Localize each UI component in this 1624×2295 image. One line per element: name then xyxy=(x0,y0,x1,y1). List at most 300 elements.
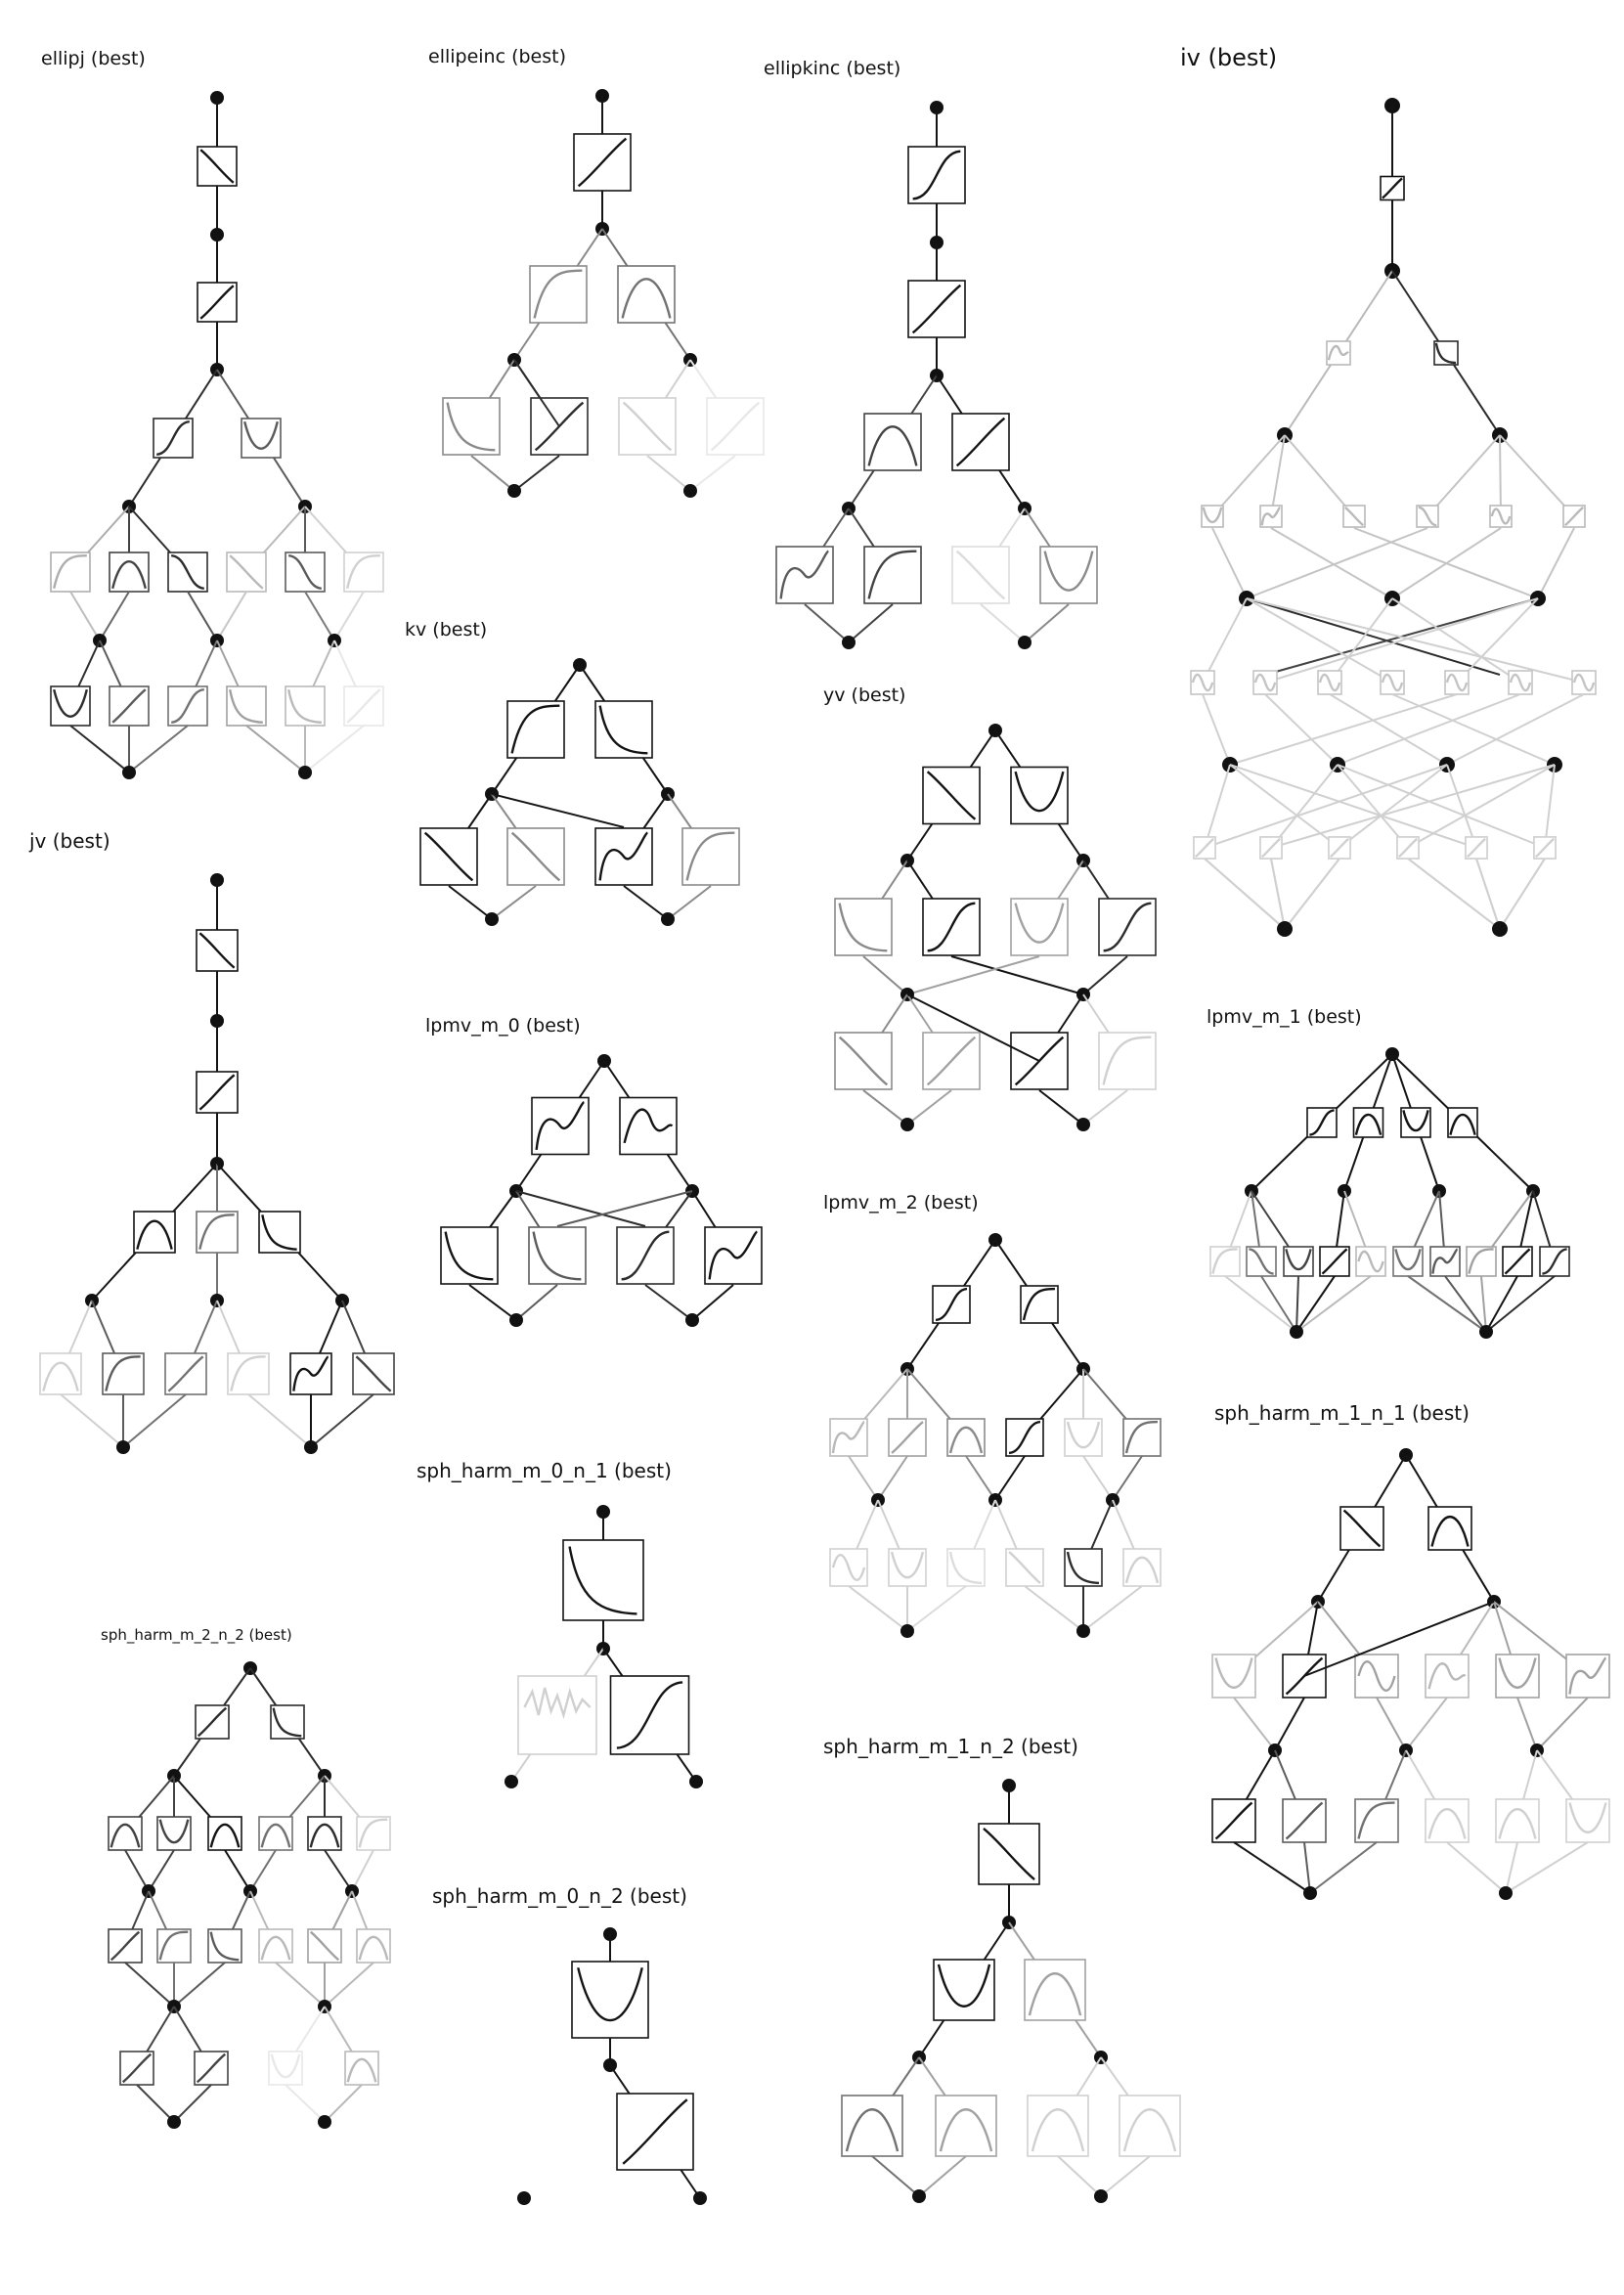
activation-box xyxy=(1434,341,1458,365)
activation-box xyxy=(923,899,980,955)
activation-box xyxy=(947,1549,985,1586)
graph-edge xyxy=(1083,1090,1127,1125)
graph-edge xyxy=(149,1850,174,1891)
panel-title-jv: jv (best) xyxy=(29,829,110,853)
graph-node xyxy=(1018,636,1031,649)
activation-box xyxy=(1354,1108,1383,1137)
activation-box xyxy=(290,1353,331,1394)
graph-edge xyxy=(1101,2156,1150,2196)
graph-edge xyxy=(352,1850,373,1891)
activation-box xyxy=(353,1353,394,1394)
activation-box xyxy=(864,547,921,603)
activation-box xyxy=(1563,506,1585,527)
activation-box xyxy=(1247,1247,1276,1276)
activation-box xyxy=(1417,506,1438,527)
activation-box xyxy=(835,1033,892,1089)
activation-box xyxy=(776,547,833,603)
graph-edge xyxy=(137,2085,174,2122)
graph-edge xyxy=(1083,956,1127,994)
graph-edge xyxy=(1500,435,1501,516)
activation-box xyxy=(923,1033,980,1089)
activation-box xyxy=(617,1227,674,1284)
graph-node xyxy=(167,2115,181,2129)
activation-box xyxy=(595,701,652,758)
graph-edge xyxy=(1447,1842,1506,1893)
activation-box xyxy=(443,398,500,455)
activation-box xyxy=(936,2096,996,2156)
graph-edge xyxy=(1406,1698,1447,1750)
graph-node xyxy=(912,2189,926,2203)
activation-box xyxy=(1025,1960,1085,2020)
activation-box xyxy=(1496,1655,1539,1698)
activation-box xyxy=(1065,1419,1102,1456)
graph-edge xyxy=(1247,598,1584,683)
activation-box xyxy=(1099,1033,1156,1089)
activation-box xyxy=(1021,1286,1058,1323)
panel-title-sph-harm-m-1-n-1: sph_harm_m_1_n_1 (best) xyxy=(1214,1401,1470,1425)
activation-box xyxy=(518,1676,596,1754)
activation-box xyxy=(285,686,325,726)
activation-box xyxy=(830,1419,867,1456)
activation-box xyxy=(441,1227,498,1284)
graph-edge xyxy=(849,604,893,642)
graph-node xyxy=(1094,2189,1108,2203)
activation-box xyxy=(110,552,149,592)
activation-box xyxy=(611,1676,689,1754)
activation-box xyxy=(1194,837,1215,859)
graph-edge xyxy=(1296,1276,1371,1332)
activation-box xyxy=(1355,1799,1398,1842)
graph-edge xyxy=(217,592,246,640)
activation-box xyxy=(1123,1549,1161,1586)
graph-edge xyxy=(100,592,129,640)
activation-box xyxy=(1123,1419,1161,1456)
graph-edge xyxy=(1304,1842,1310,1893)
graph-edge xyxy=(692,1285,733,1320)
graph-edge xyxy=(981,604,1025,642)
graph-edge xyxy=(469,1285,516,1320)
activation-box xyxy=(933,1286,970,1323)
activation-box xyxy=(908,281,965,337)
activation-box xyxy=(530,266,587,323)
graph-edge xyxy=(1408,859,1500,929)
graph-node xyxy=(661,912,675,926)
activation-box xyxy=(241,419,281,458)
panel-title-yv: yv (best) xyxy=(823,684,906,706)
graph-edge xyxy=(872,2156,919,2196)
activation-box xyxy=(1343,506,1365,527)
graph-edge xyxy=(1408,1276,1486,1332)
activation-box xyxy=(1540,1247,1569,1276)
graph-node xyxy=(900,1624,914,1638)
activation-box xyxy=(1509,671,1532,694)
panel-title-lpmv-m-0: lpmv_m_0 (best) xyxy=(425,1015,581,1037)
graph-node xyxy=(116,1440,130,1454)
activation-box xyxy=(357,1929,390,1963)
activation-box xyxy=(228,1353,269,1394)
graph-node xyxy=(1076,1118,1090,1131)
activation-box xyxy=(196,1705,229,1739)
graph-edge xyxy=(1205,765,1230,848)
activation-box xyxy=(1260,506,1282,527)
activation-box xyxy=(617,2094,693,2170)
activation-box xyxy=(110,686,149,726)
graph-edge xyxy=(1261,1276,1296,1332)
activation-box xyxy=(1320,1247,1349,1276)
graph-edge xyxy=(1203,694,1230,765)
graph-edge xyxy=(325,1850,352,1891)
graph-node xyxy=(122,766,136,779)
graph-edge xyxy=(174,1963,225,2007)
graph-edge xyxy=(1271,528,1392,598)
activation-box xyxy=(1467,1247,1496,1276)
activation-box xyxy=(1011,899,1068,955)
graph-edge xyxy=(1486,1276,1555,1332)
graph-node xyxy=(685,1313,699,1327)
activation-box xyxy=(618,266,675,323)
activation-box xyxy=(1210,1247,1240,1276)
activation-box xyxy=(1212,1655,1255,1698)
activation-box xyxy=(168,552,207,592)
activation-box xyxy=(620,1098,677,1155)
activation-box xyxy=(1566,1655,1609,1698)
graph-edge xyxy=(1296,1276,1298,1332)
activation-box xyxy=(168,686,207,726)
graph-edge xyxy=(805,604,849,642)
graph-edge xyxy=(878,1456,907,1500)
graph-edge xyxy=(174,2085,211,2122)
activation-box xyxy=(285,552,325,592)
activation-box xyxy=(198,147,237,186)
graph-edge xyxy=(305,726,364,772)
activation-box xyxy=(532,1098,589,1155)
activation-box xyxy=(835,899,892,955)
activation-box xyxy=(1065,1549,1102,1586)
activation-box xyxy=(357,1817,390,1850)
panel-title-sph-harm-m-2-n-2: sph_harm_m_2_n_2 (best) xyxy=(101,1626,292,1644)
graph-layer xyxy=(40,89,1609,2205)
graph-node xyxy=(689,1775,703,1788)
activation-box xyxy=(619,398,676,455)
panel-title-lpmv-m-1: lpmv_m_1 (best) xyxy=(1207,1006,1362,1028)
graph-edge xyxy=(61,1394,123,1447)
activation-box xyxy=(1496,1799,1539,1842)
activation-box xyxy=(1119,2096,1180,2156)
graph-edge xyxy=(311,1394,373,1447)
activation-box xyxy=(1426,1655,1469,1698)
activation-box xyxy=(707,398,764,455)
activation-box xyxy=(1534,837,1556,859)
graph-node xyxy=(505,1775,518,1788)
graph-edge xyxy=(225,1850,250,1891)
activation-box xyxy=(344,686,383,726)
graph-edge xyxy=(125,1963,174,2007)
activation-box xyxy=(1381,177,1404,200)
activation-box xyxy=(1426,1799,1469,1842)
graph-node xyxy=(1277,921,1293,937)
graph-edge xyxy=(246,726,305,772)
graph-node xyxy=(683,484,697,498)
activation-box xyxy=(574,134,631,191)
activation-box xyxy=(908,147,965,203)
activation-box xyxy=(195,2052,228,2085)
graph-edge xyxy=(276,1963,325,2007)
activation-box xyxy=(40,1353,81,1394)
graph-edge xyxy=(849,1456,878,1500)
panel-title-lpmv-m-2: lpmv_m_2 (best) xyxy=(823,1192,979,1214)
activation-box xyxy=(1284,1247,1313,1276)
activation-box xyxy=(507,828,564,885)
graph-edge xyxy=(1083,1456,1113,1500)
graph-edge xyxy=(305,592,334,640)
graph-edge xyxy=(129,726,188,772)
graph-edge xyxy=(1234,1698,1275,1750)
graph-edge xyxy=(471,456,514,491)
graph-node xyxy=(900,1118,914,1131)
activation-box xyxy=(947,1419,985,1456)
activation-box xyxy=(308,1929,341,1963)
graph-edge xyxy=(1447,765,1476,848)
graph-edge xyxy=(1225,1276,1296,1332)
graph-edge xyxy=(248,1394,311,1447)
graph-edge xyxy=(1234,1842,1310,1893)
graph-edge xyxy=(1039,1090,1083,1125)
graph-edge xyxy=(1500,435,1574,516)
graph-node xyxy=(485,912,499,926)
graph-node xyxy=(507,484,521,498)
graph-edge xyxy=(1517,1698,1537,1750)
activation-box xyxy=(1397,837,1419,859)
graph-edge xyxy=(1538,528,1574,598)
activation-box xyxy=(345,2052,378,2085)
activation-box xyxy=(1503,1247,1532,1276)
activation-box xyxy=(109,1929,142,1963)
activation-box xyxy=(682,828,739,885)
activation-box xyxy=(1490,506,1512,527)
activation-box xyxy=(864,414,921,470)
activation-box xyxy=(134,1212,175,1253)
activation-box xyxy=(1307,1108,1337,1137)
panel-title-sph-harm-m-0-n-2: sph_harm_m_0_n_2 (best) xyxy=(432,1884,687,1908)
graph-edge xyxy=(1265,694,1338,765)
graph-edge xyxy=(1247,598,1500,675)
panel-title-ellipeinc: ellipeinc (best) xyxy=(428,46,567,67)
graph-edge xyxy=(1212,528,1247,598)
graph-edge xyxy=(645,1285,692,1320)
graph-edge xyxy=(1296,1276,1335,1332)
graph-edge xyxy=(70,726,129,772)
activation-box xyxy=(889,1549,926,1586)
graph-edge xyxy=(250,1850,276,1891)
activation-box xyxy=(271,1705,304,1739)
activation-box xyxy=(1466,837,1487,859)
graph-edge xyxy=(449,886,492,919)
graph-edge xyxy=(1537,1698,1588,1750)
graph-edge xyxy=(1203,598,1247,683)
panel-title-ellipkinc: ellipkinc (best) xyxy=(764,58,901,79)
activation-box xyxy=(952,414,1009,470)
graph-edge xyxy=(863,956,907,994)
graph-node xyxy=(842,636,856,649)
graph-edge xyxy=(1392,694,1555,765)
activation-box xyxy=(563,1540,643,1620)
activation-box xyxy=(103,1353,144,1394)
graph-edge xyxy=(849,1586,907,1631)
graph-edge xyxy=(514,456,559,491)
activation-box xyxy=(109,1817,142,1850)
activation-box xyxy=(197,1072,238,1113)
graph-edge xyxy=(70,592,100,640)
activation-box xyxy=(1428,1507,1471,1550)
activation-box xyxy=(51,686,90,726)
panel-title-sph-harm-m-0-n-1: sph_harm_m_0_n_1 (best) xyxy=(417,1459,672,1482)
activation-box xyxy=(1006,1549,1043,1586)
activation-box xyxy=(259,1929,292,1963)
activation-box xyxy=(1202,506,1223,527)
activation-box xyxy=(227,686,266,726)
graph-edge xyxy=(668,886,711,919)
graph-edge xyxy=(907,1586,966,1631)
activation-box xyxy=(1318,671,1341,694)
activation-box xyxy=(1448,1108,1477,1137)
graph-edge xyxy=(995,1456,1025,1500)
activation-box xyxy=(227,552,266,592)
graph-edge xyxy=(325,2085,362,2122)
activation-box xyxy=(1572,671,1596,694)
graph-edge xyxy=(1476,859,1500,929)
activation-box xyxy=(197,1212,238,1253)
graph-node xyxy=(298,766,312,779)
graph-edge xyxy=(125,1850,149,1891)
activation-box xyxy=(51,552,90,592)
graph-node xyxy=(1290,1325,1303,1339)
graph-edge xyxy=(1285,435,1354,516)
graph-node xyxy=(318,2115,331,2129)
graph-edge xyxy=(1447,694,1584,765)
graph-node xyxy=(509,1313,523,1327)
graph-edge xyxy=(1025,604,1069,642)
graph-edge xyxy=(1486,1276,1517,1332)
activation-box xyxy=(979,1824,1039,1884)
graph-edge xyxy=(1338,765,1408,848)
graph-edge xyxy=(1500,859,1545,929)
activation-box xyxy=(1327,341,1350,365)
activation-box xyxy=(154,419,193,458)
activation-box xyxy=(1329,837,1350,859)
activation-box xyxy=(1099,899,1156,955)
activation-box xyxy=(269,2052,302,2085)
activation-box xyxy=(529,1227,586,1284)
activation-box xyxy=(830,1549,867,1586)
activation-box xyxy=(1028,2096,1088,2156)
graph-edge xyxy=(325,1963,373,2007)
panel-title-sph-harm-m-1-n-2: sph_harm_m_1_n_2 (best) xyxy=(823,1735,1078,1758)
graph-edge xyxy=(285,2085,325,2122)
activation-box xyxy=(165,1353,206,1394)
activation-box xyxy=(1356,1247,1385,1276)
activation-box xyxy=(934,1960,994,2020)
activation-box xyxy=(1340,1507,1383,1550)
graph-node xyxy=(693,2191,707,2205)
activation-box xyxy=(344,552,383,592)
activation-box xyxy=(1355,1655,1398,1698)
activation-box xyxy=(1212,1799,1255,1842)
graph-node xyxy=(1479,1325,1493,1339)
panel-title-ellipj: ellipj (best) xyxy=(41,48,146,69)
graph-edge xyxy=(1247,528,1427,598)
activation-box xyxy=(1566,1799,1609,1842)
activation-box xyxy=(208,1929,241,1963)
graph-node xyxy=(1492,921,1508,937)
graph-edge xyxy=(1247,598,1392,683)
graph-edge xyxy=(1275,1698,1304,1750)
activation-box xyxy=(1445,671,1469,694)
graph-node xyxy=(1499,1886,1513,1900)
activation-box xyxy=(157,1817,191,1850)
activation-box xyxy=(1393,1247,1423,1276)
graph-edge xyxy=(647,456,690,491)
activation-box xyxy=(507,701,564,758)
panel-title-iv: iv (best) xyxy=(1180,44,1278,71)
activation-box xyxy=(308,1817,341,1850)
activation-box xyxy=(1191,671,1214,694)
graph-edge xyxy=(1113,1456,1142,1500)
activation-box xyxy=(208,1817,241,1850)
graph-edge xyxy=(919,2156,966,2196)
activation-box xyxy=(1401,1108,1430,1137)
graph-edge xyxy=(1230,694,1457,765)
graph-edge xyxy=(1083,1586,1142,1631)
graph-node xyxy=(304,1440,318,1454)
activation-box xyxy=(923,768,980,824)
activation-box xyxy=(705,1227,762,1284)
panel-title-kv: kv (best) xyxy=(405,619,488,640)
graph-edge xyxy=(624,886,668,919)
graph-node xyxy=(517,2191,531,2205)
graph-edge xyxy=(1506,1842,1588,1893)
activation-box xyxy=(198,283,237,322)
activation-box xyxy=(952,547,1009,603)
graph-edge xyxy=(1445,1276,1486,1332)
graph-edge xyxy=(492,886,536,919)
graph-edge xyxy=(516,1285,557,1320)
graph-node xyxy=(1303,1886,1317,1900)
activation-box xyxy=(197,930,238,971)
activation-box xyxy=(1006,1419,1043,1456)
activation-box xyxy=(259,1212,300,1253)
graph-edge xyxy=(1058,2156,1101,2196)
activation-box xyxy=(157,1929,191,1963)
graph-edge xyxy=(690,456,735,491)
graph-edge xyxy=(1025,1586,1083,1631)
activation-box xyxy=(842,2096,902,2156)
graph-edge xyxy=(1506,1842,1517,1893)
graph-edge xyxy=(1310,1842,1377,1893)
graph-edge xyxy=(1377,1698,1406,1750)
activation-box xyxy=(1040,547,1097,603)
graph-edge xyxy=(1545,765,1555,848)
activation-box xyxy=(1381,671,1404,694)
graph-edge xyxy=(334,592,364,640)
graph-node xyxy=(1076,1624,1090,1638)
activation-box xyxy=(1283,1799,1326,1842)
graph-edge xyxy=(123,1394,186,1447)
graph-edge xyxy=(188,592,217,640)
graph-edge xyxy=(1481,1276,1486,1332)
activation-box xyxy=(595,828,652,885)
graph-edge xyxy=(1392,528,1501,598)
graph-edge xyxy=(907,1090,951,1125)
